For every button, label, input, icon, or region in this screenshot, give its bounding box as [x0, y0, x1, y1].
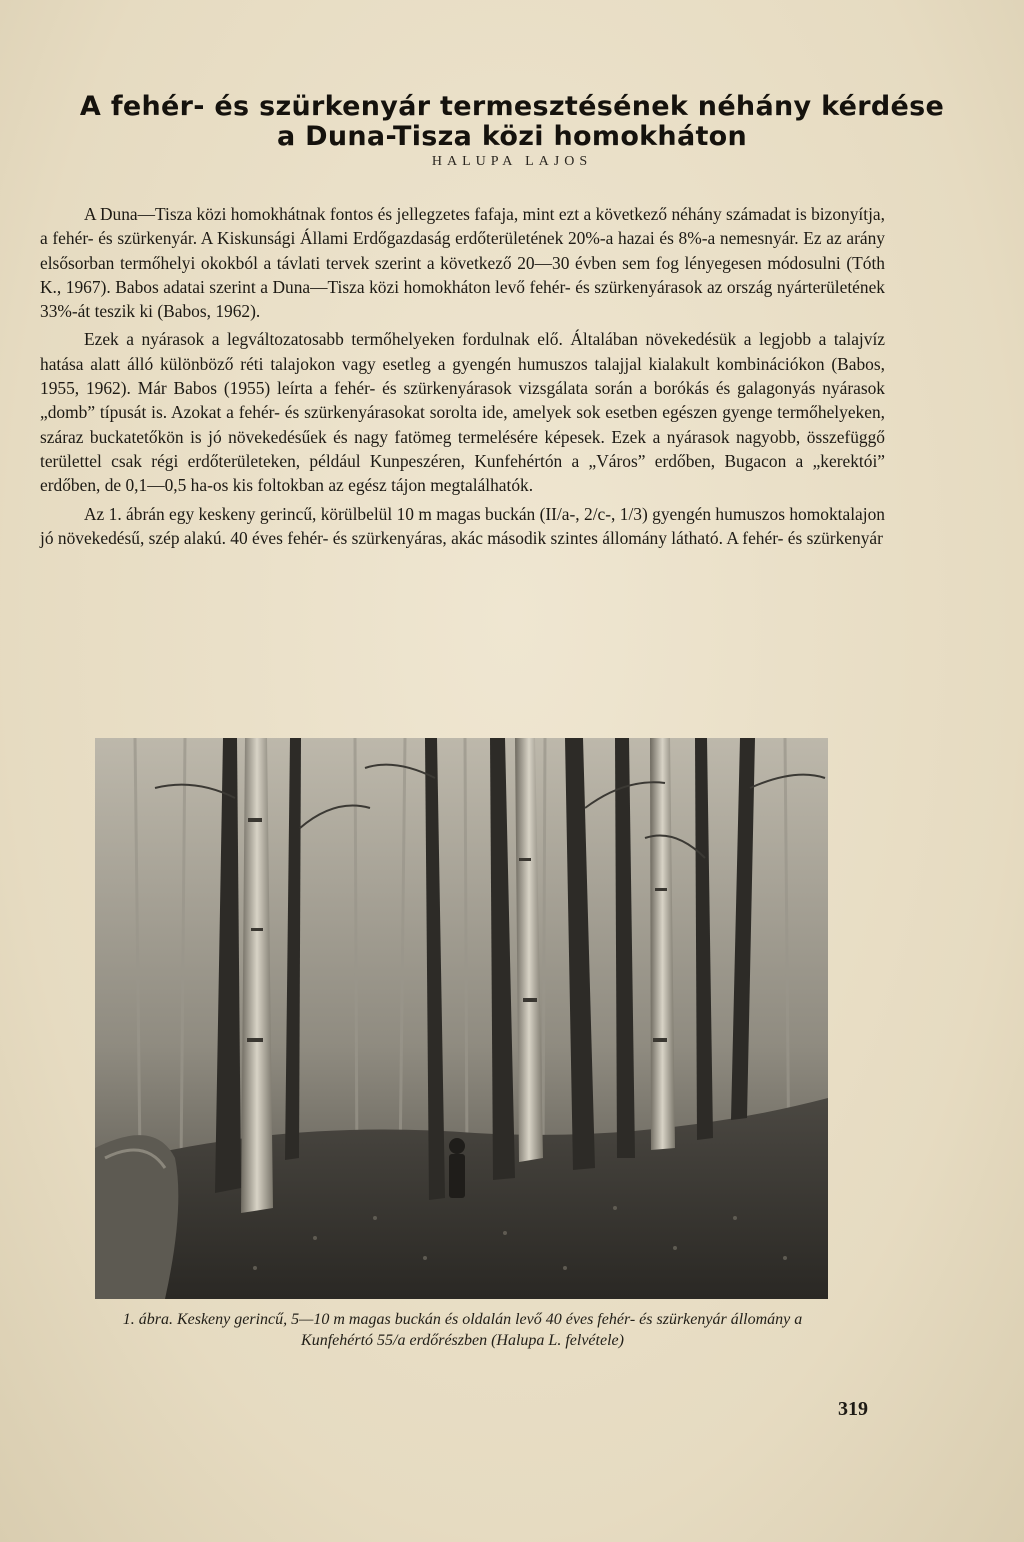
- article-title: [40, 92, 984, 152]
- paragraph-2: Ezek a nyárasok a legváltozatosabb termőhelyeken fordulnak elő. Általában növekedésük a legjobb a talajvíz hatása alatt álló különböző réti talajokon vagy esetleg a gyengén humuszos talajjal kialakult kombinációkon (Babos, 1955, 1962). Már Babos (1955) leírta a fehér- és szürkenyárasok vizsgálata során a borókás és galagonyás nyárasok „domb” típusát is. Azokat a fehér- és szürkenyárasokat sorolta ide, amelyek sok esetben egészen gyenge termőhelyeken, száraz buckatetőkön is jó növekedésűek és nagy fatömeg termelésére képesek. Ezek a nyárasok nagyobb, összefüggő területtel csak régi erdőterületeken, például Kunpeszéren, Kunfehértón a „Város” erdőben, Bugacon a „kerektói” erdőben, de 0,1—0,5 ha-os kis foltokban az egész tájon megtalálhatók.: [40, 329, 885, 496]
- article-body: [40, 202, 885, 550]
- figure-caption: 1. ábra. Keskeny gerincű, 5—10 m magas buckán és oldalán levő 40 éves fehér- és szürkenyár állomány a Kunfehértó 55/a erdőrészben (Halupa L. felvétele): [122, 1311, 803, 1349]
- paragraph-3: Az 1. ábrán egy keskeny gerincű, körülbelül 10 m magas buckán (II/a-, 2/c-, 1/3) gyengén humuszos homoktalajon jó növekedésű, szép alakú. 40 éves fehér- és szürkenyáras, akác második szintes állomány látható. A fehér- és szürkenyár: [40, 503, 885, 548]
- title-line-1: A fehér- és szürkenyár termesztésének néhány kérdése: [79, 91, 945, 122]
- author-name: HALUPA LAJOS: [431, 154, 593, 169]
- title-line-2: a Duna-Tisza közi homokháton: [276, 121, 748, 152]
- forest-illustration: [95, 738, 828, 1299]
- paragraph-1: A Duna—Tisza közi homokhátnak fontos és jellegzetes fafaja, mint ezt a következő néhány számadat is bizonyítja, a fehér- és szürkenyár. A Kiskunsági Állami Erdőgazdaság erdőterületének 20%-a hazai és 8%-a nemesnyár. Ez az arány elsősorban termőhelyi okokból a távlati tervek szerint a következő 20—30 évben sem fog lényegesen módosulni (Tóth K., 1967). Babos adatai szerint a Duna—Tisza közi homokháton levő fehér- és szürkenyárasok az ország nyárterületének 33%-át teszik ki (Babos, 1962).: [40, 204, 885, 322]
- figure-photo-forest: [95, 738, 828, 1299]
- page-number: 319: [838, 1398, 868, 1420]
